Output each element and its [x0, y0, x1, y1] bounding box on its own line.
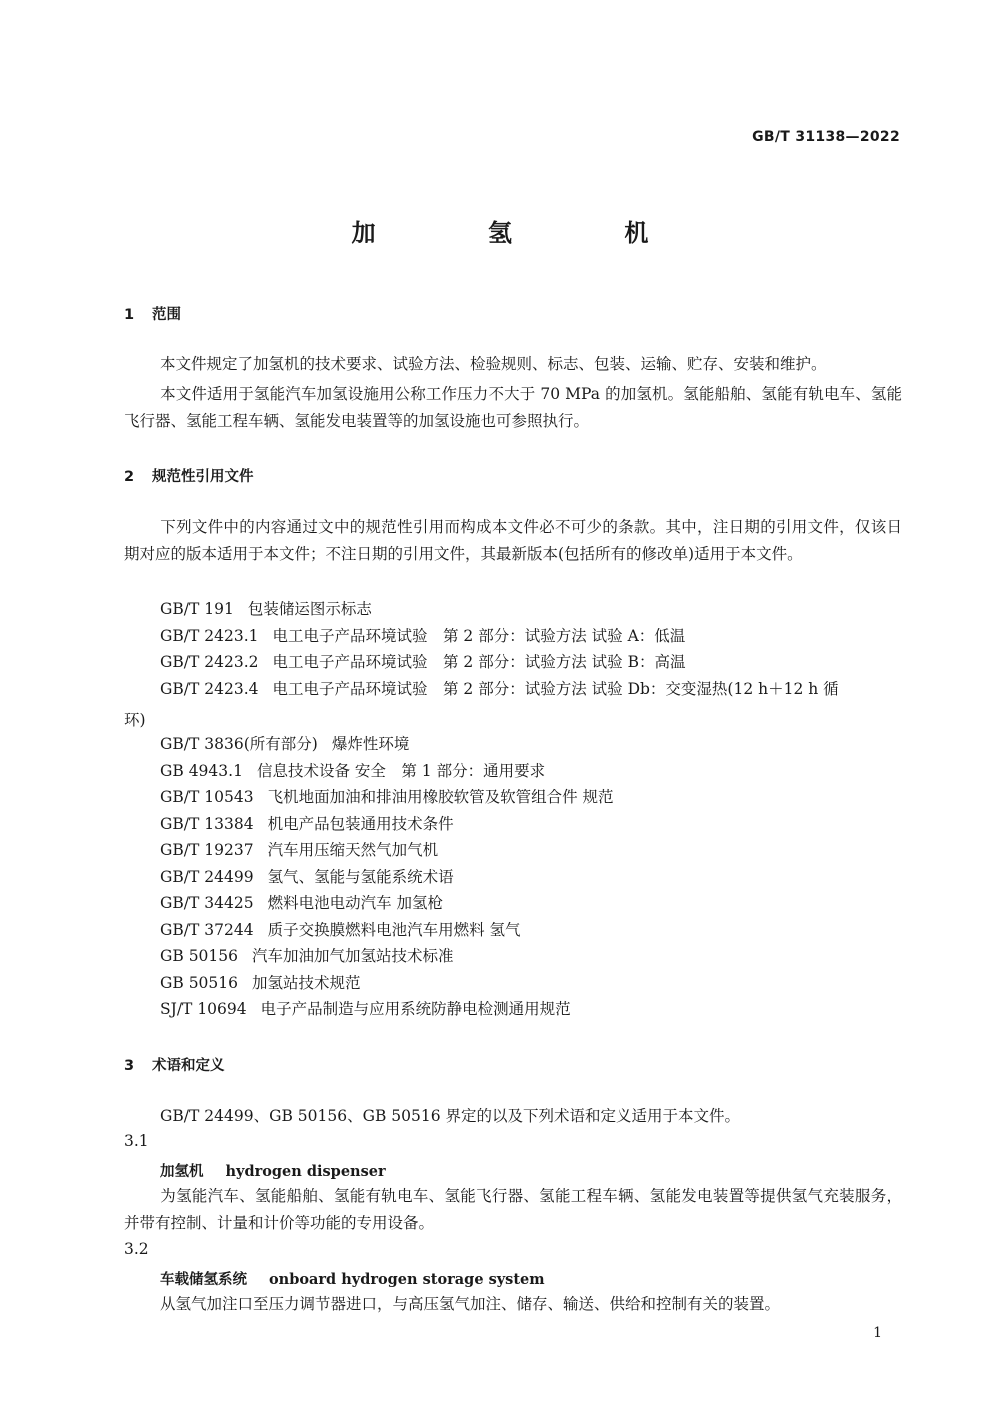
- reference-item: [160, 758, 614, 785]
- reference-item: [160, 649, 839, 676]
- section-1-paragraph-1: [124, 351, 902, 378]
- section-title: 术语和定义: [152, 1058, 225, 1074]
- reference-list-a: [160, 596, 839, 702]
- reference-code: GB/T 2423.2: [160, 653, 259, 671]
- reference-item: [160, 731, 614, 758]
- reference-title: 电工电子产品环境试验 第 2 部分：试验方法 试验 B：高温: [272, 653, 686, 671]
- term-name-en: hydrogen dispenser: [225, 1163, 386, 1180]
- term-name: [160, 1160, 386, 1181]
- reference-title: 爆炸性环境: [331, 735, 410, 753]
- paragraph-text: 本文件规定了加氢机的技术要求、试验方法、检验规则、标志、包装、运输、贮存、安装和维护。: [160, 355, 827, 373]
- reference-title: 飞机地面加油和排油用橡胶软管及软管组合件 规范: [267, 788, 614, 806]
- section-title: 范围: [152, 307, 181, 323]
- paragraph-text: 下列文件中的内容通过文中的规范性引用而构成本文件必不可少的条款。其中，注日期的引用文件，仅该日期对应的版本适用于本文件；不注日期的引用文件，其最新版本(包括所有的修改单)适用于本文件。: [124, 518, 902, 563]
- reference-code: GB 4943.1: [160, 761, 243, 780]
- reference-item: [160, 623, 839, 650]
- reference-list-b: [160, 731, 614, 1023]
- reference-item: [160, 676, 839, 703]
- reference-title: 信息技术设备 安全 第 1 部分：通用要求: [256, 761, 546, 780]
- reference-wrap-text: 环): [124, 711, 146, 729]
- paragraph-text: 为氢能汽车、氢能船舶、氢能有轨电车、氢能飞行器、氢能工程车辆、氢能发电装置等提供氢气充装服务，并带有控制、计量和计价等功能的专用设备。: [124, 1187, 902, 1232]
- reference-title: 氢气、氢能与氢能系统术语: [267, 867, 454, 886]
- reference-title: 汽车加油加气加氢站技术标准: [252, 947, 454, 965]
- term-name-zh: 加氢机: [160, 1164, 204, 1180]
- section-2-intro: [124, 514, 902, 568]
- reference-item: [160, 943, 614, 970]
- reference-item: [160, 970, 614, 997]
- reference-code: GB/T 37244: [160, 920, 254, 939]
- term-definition: [124, 1291, 902, 1318]
- paragraph-text: 本文件适用于氢能汽车加氢设施用公称工作压力不大于 70 MPa 的加氢机。氢能船舶、氢能有轨电车、氢能飞行器、氢能工程车辆、氢能发电装置等的加氢设施也可参照执行。: [124, 385, 902, 430]
- term-number: 3.1: [124, 1132, 149, 1150]
- section-1-heading: [124, 303, 181, 324]
- reference-item: [160, 811, 614, 838]
- section-1-paragraph-2: [124, 381, 902, 435]
- reference-code: GB/T 2423.4: [160, 679, 259, 698]
- reference-title: 质子交换膜燃料电池汽车用燃料 氢气: [267, 920, 521, 939]
- reference-item: [160, 864, 614, 891]
- section-title: 规范性引用文件: [152, 469, 254, 485]
- paragraph-text: GB/T 24499、GB 50156、GB 50516 界定的以及下列术语和定义适用于本文件。: [160, 1107, 741, 1125]
- reference-code: GB/T 191: [160, 600, 234, 618]
- reference-item: [160, 784, 614, 811]
- reference-title: 包装储运图示标志: [247, 600, 372, 618]
- reference-item: [160, 596, 839, 623]
- reference-code: GB/T 24499: [160, 867, 254, 886]
- section-2-heading: [124, 465, 254, 486]
- reference-item: [160, 837, 614, 864]
- reference-title: 燃料电池电动汽车 加氢枪: [267, 894, 444, 912]
- reference-title: 电子产品制造与应用系统防静电检测通用规范: [260, 1000, 571, 1018]
- reference-title: 加氢站技术规范: [252, 973, 361, 992]
- section-3-heading: [124, 1054, 225, 1075]
- document-title: 加 氢 机: [351, 219, 701, 247]
- reference-title: 机电产品包装通用技术条件: [267, 814, 454, 833]
- term-name-en: onboard hydrogen storage system: [269, 1271, 545, 1288]
- term-definition: [124, 1183, 902, 1237]
- reference-code: SJ/T 10694: [160, 1000, 247, 1018]
- reference-code: GB/T 3836(所有部分): [160, 735, 318, 753]
- reference-item: [160, 917, 614, 944]
- reference-title: 汽车用压缩天然气加气机: [267, 841, 439, 859]
- reference-code: GB 50516: [160, 973, 239, 992]
- page-number: 1: [873, 1325, 882, 1341]
- reference-code: GB/T 34425: [160, 894, 254, 912]
- reference-code: GB 50156: [160, 947, 239, 965]
- term-number: 3.2: [124, 1240, 149, 1258]
- reference-title: 电工电子产品环境试验 第 2 部分：试验方法 试验 A：低温: [272, 626, 686, 645]
- term-name-zh: 车载储氢系统: [160, 1272, 247, 1288]
- reference-item: [160, 890, 614, 917]
- section-number: 1: [124, 307, 135, 323]
- section-3-intro: [124, 1103, 902, 1130]
- section-number: 3: [124, 1058, 135, 1074]
- reference-title: 电工电子产品环境试验 第 2 部分：试验方法 试验 Db：交变湿热(12 h＋12 h 循: [272, 679, 839, 698]
- reference-item: [160, 996, 614, 1023]
- reference-code: GB/T 19237: [160, 841, 254, 859]
- reference-code: GB/T 10543: [160, 788, 254, 806]
- standard-code: GB/T 31138—2022: [752, 129, 900, 145]
- reference-code: GB/T 13384: [160, 814, 254, 833]
- section-number: 2: [124, 469, 135, 485]
- reference-code: GB/T 2423.1: [160, 626, 259, 645]
- term-name: [160, 1268, 545, 1289]
- paragraph-text: 从氢气加注口至压力调节器进口，与高压氢气加注、储存、输送、供给和控制有关的装置。: [160, 1295, 781, 1313]
